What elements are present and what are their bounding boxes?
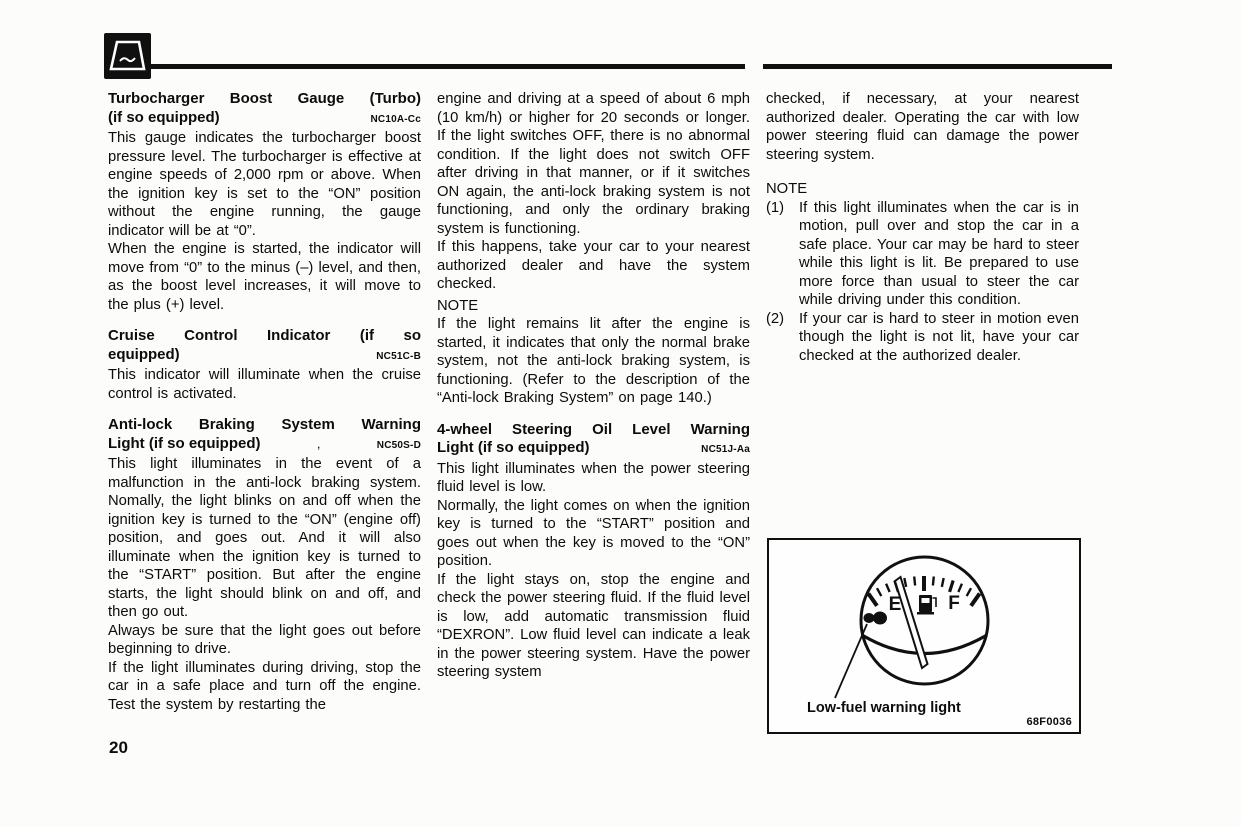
column-2 — [437, 90, 750, 682]
section-code: NC51C-B — [376, 350, 421, 362]
gauge-empty-label: E — [888, 594, 902, 615]
section-code: NC10A-Cc — [370, 113, 421, 125]
section-title: Cruise Control Indicator (if so — [108, 327, 421, 344]
section-subtitle: equipped) — [108, 345, 180, 363]
paragraph: This light illuminates in the event of a malfunction in the anti-lock braking system. Nomally, the light blinks on and off when the ignition key is turned to the “ON” (engine off) position, and goes out. And it will also illuminate when the ignition key is turned to the “START” position. But after the engine starts, the light should blink on and off, and then go out. — [108, 456, 421, 620]
note-item-number: (2) — [766, 310, 785, 327]
paragraph: This light illuminates when the power steering fluid level is low. — [437, 460, 750, 495]
section-subtitle: (if so equipped) — [108, 108, 220, 126]
section-4ws-oil-warning-light — [437, 421, 750, 682]
figure-code: 68F0036 — [1026, 716, 1072, 728]
header-rule-right — [763, 64, 1112, 69]
section-subtitle-row — [437, 439, 750, 460]
paragraph: checked, if necessary, at your nearest authorized dealer. Operating the car with low power steering fluid can damage the power steering system. — [766, 91, 1079, 163]
paragraph: This gauge indicates the turbocharger boost pressure level. The turbocharger is effective at engine speeds of 2,000 rpm or above. When the ignition key is set to the “ON” position without the engine running, the gauge indicator will be at “0”. — [108, 130, 421, 239]
stray-mark: , — [316, 435, 321, 451]
section-subtitle-row — [108, 109, 421, 130]
header-rule-left — [151, 64, 745, 69]
section-code: NC50S-D — [376, 439, 421, 451]
section-subtitle-row — [108, 346, 421, 367]
paragraph: Normally, the light comes on when the ignition key is turned to the “START” position and goes out when the key is moved to the “ON” position. — [437, 497, 750, 569]
gauge-face-arc — [862, 635, 987, 654]
note-label: NOTE — [437, 297, 479, 314]
section-turbo-boost-gauge — [108, 90, 421, 314]
column-3 — [766, 90, 1079, 365]
section-title: Turbocharger Boost Gauge (Turbo) — [108, 90, 421, 107]
note-item-number: (1) — [766, 199, 785, 216]
gauge-full-label: F — [948, 593, 960, 614]
fuel-pump-icon — [917, 595, 936, 615]
paragraph: If the light illuminates during driving, stop the car in a safe place and turn off the engine. Test the system by restarting the — [108, 659, 421, 713]
low-fuel-warning-light-icon — [864, 612, 888, 625]
note-item-text: If your car is hard to steer in motion even though the light is not lit, have your car checked at the authorized dealer. — [799, 310, 1079, 364]
fuel-gauge-figure — [767, 538, 1081, 734]
note-item-2 — [766, 310, 1079, 366]
note-item-1 — [766, 199, 1079, 310]
column-1 — [108, 90, 421, 714]
section-code: NC51J-Aa — [701, 444, 750, 455]
paragraph: engine and driving at a speed of about 6 mph (10 km/h) or higher for 20 seconds or longer. If the light switches OFF, there is no abnormal condition. If the light does not switch OFF after driving in that manner, or if it switches ON again, the anti-lock braking system is not functioning, and only the ordinary braking system is functioning. — [437, 91, 750, 237]
section-subtitle: Light (if so equipped) — [437, 439, 590, 456]
section-subtitle-row — [108, 435, 421, 456]
caption-leader-line — [835, 624, 867, 698]
instrument-cluster-icon — [104, 33, 152, 80]
section-cruise-control-indicator — [108, 327, 421, 403]
paragraph: If this happens, take your car to your nearest authorized dealer and have the system checked. — [437, 239, 750, 292]
section-title: 4-wheel Steering Oil Level Warning — [437, 420, 750, 438]
note-paragraph: If the light remains lit after the engine is started, it indicates that only the normal brake system, not the anti-lock braking system, is functioning. (Refer to the description of the “Anti-lock Braking System” on page 140.) — [437, 316, 750, 406]
paragraph: Always be sure that the light goes out before beginning to drive. — [108, 622, 421, 657]
section-abs-warning-light — [108, 416, 421, 714]
note-label: NOTE — [766, 181, 808, 197]
paragraph: When the engine is started, the indicator will move from “0” to the minus (–) level, and then, as the boost level increases, it will move to the plus (+) level. — [108, 241, 421, 313]
figure-caption: Low-fuel warning light — [807, 700, 961, 716]
section-subtitle: Light (if so equipped) — [108, 434, 261, 452]
page-number: 20 — [109, 738, 128, 757]
paragraph: If the light stays on, stop the engine and check the power steering fluid. If the fluid level is low, add automatic transmission fluid “DEXRON”. Low fluid level can indicate a leak in the power steering system. Have the power steering system — [437, 571, 750, 680]
section-title: Anti-lock Braking System Warning — [108, 416, 421, 433]
note-item-text: If this light illuminates when the car is in motion, pull over and stop the car in a safe place. Your car may be hard to steer while this light is lit. Be prepared to use more force than usual to steer the car while driving under this condition. — [799, 199, 1079, 308]
paragraph: This indicator will illuminate when the cruise control is activated. — [108, 367, 421, 402]
